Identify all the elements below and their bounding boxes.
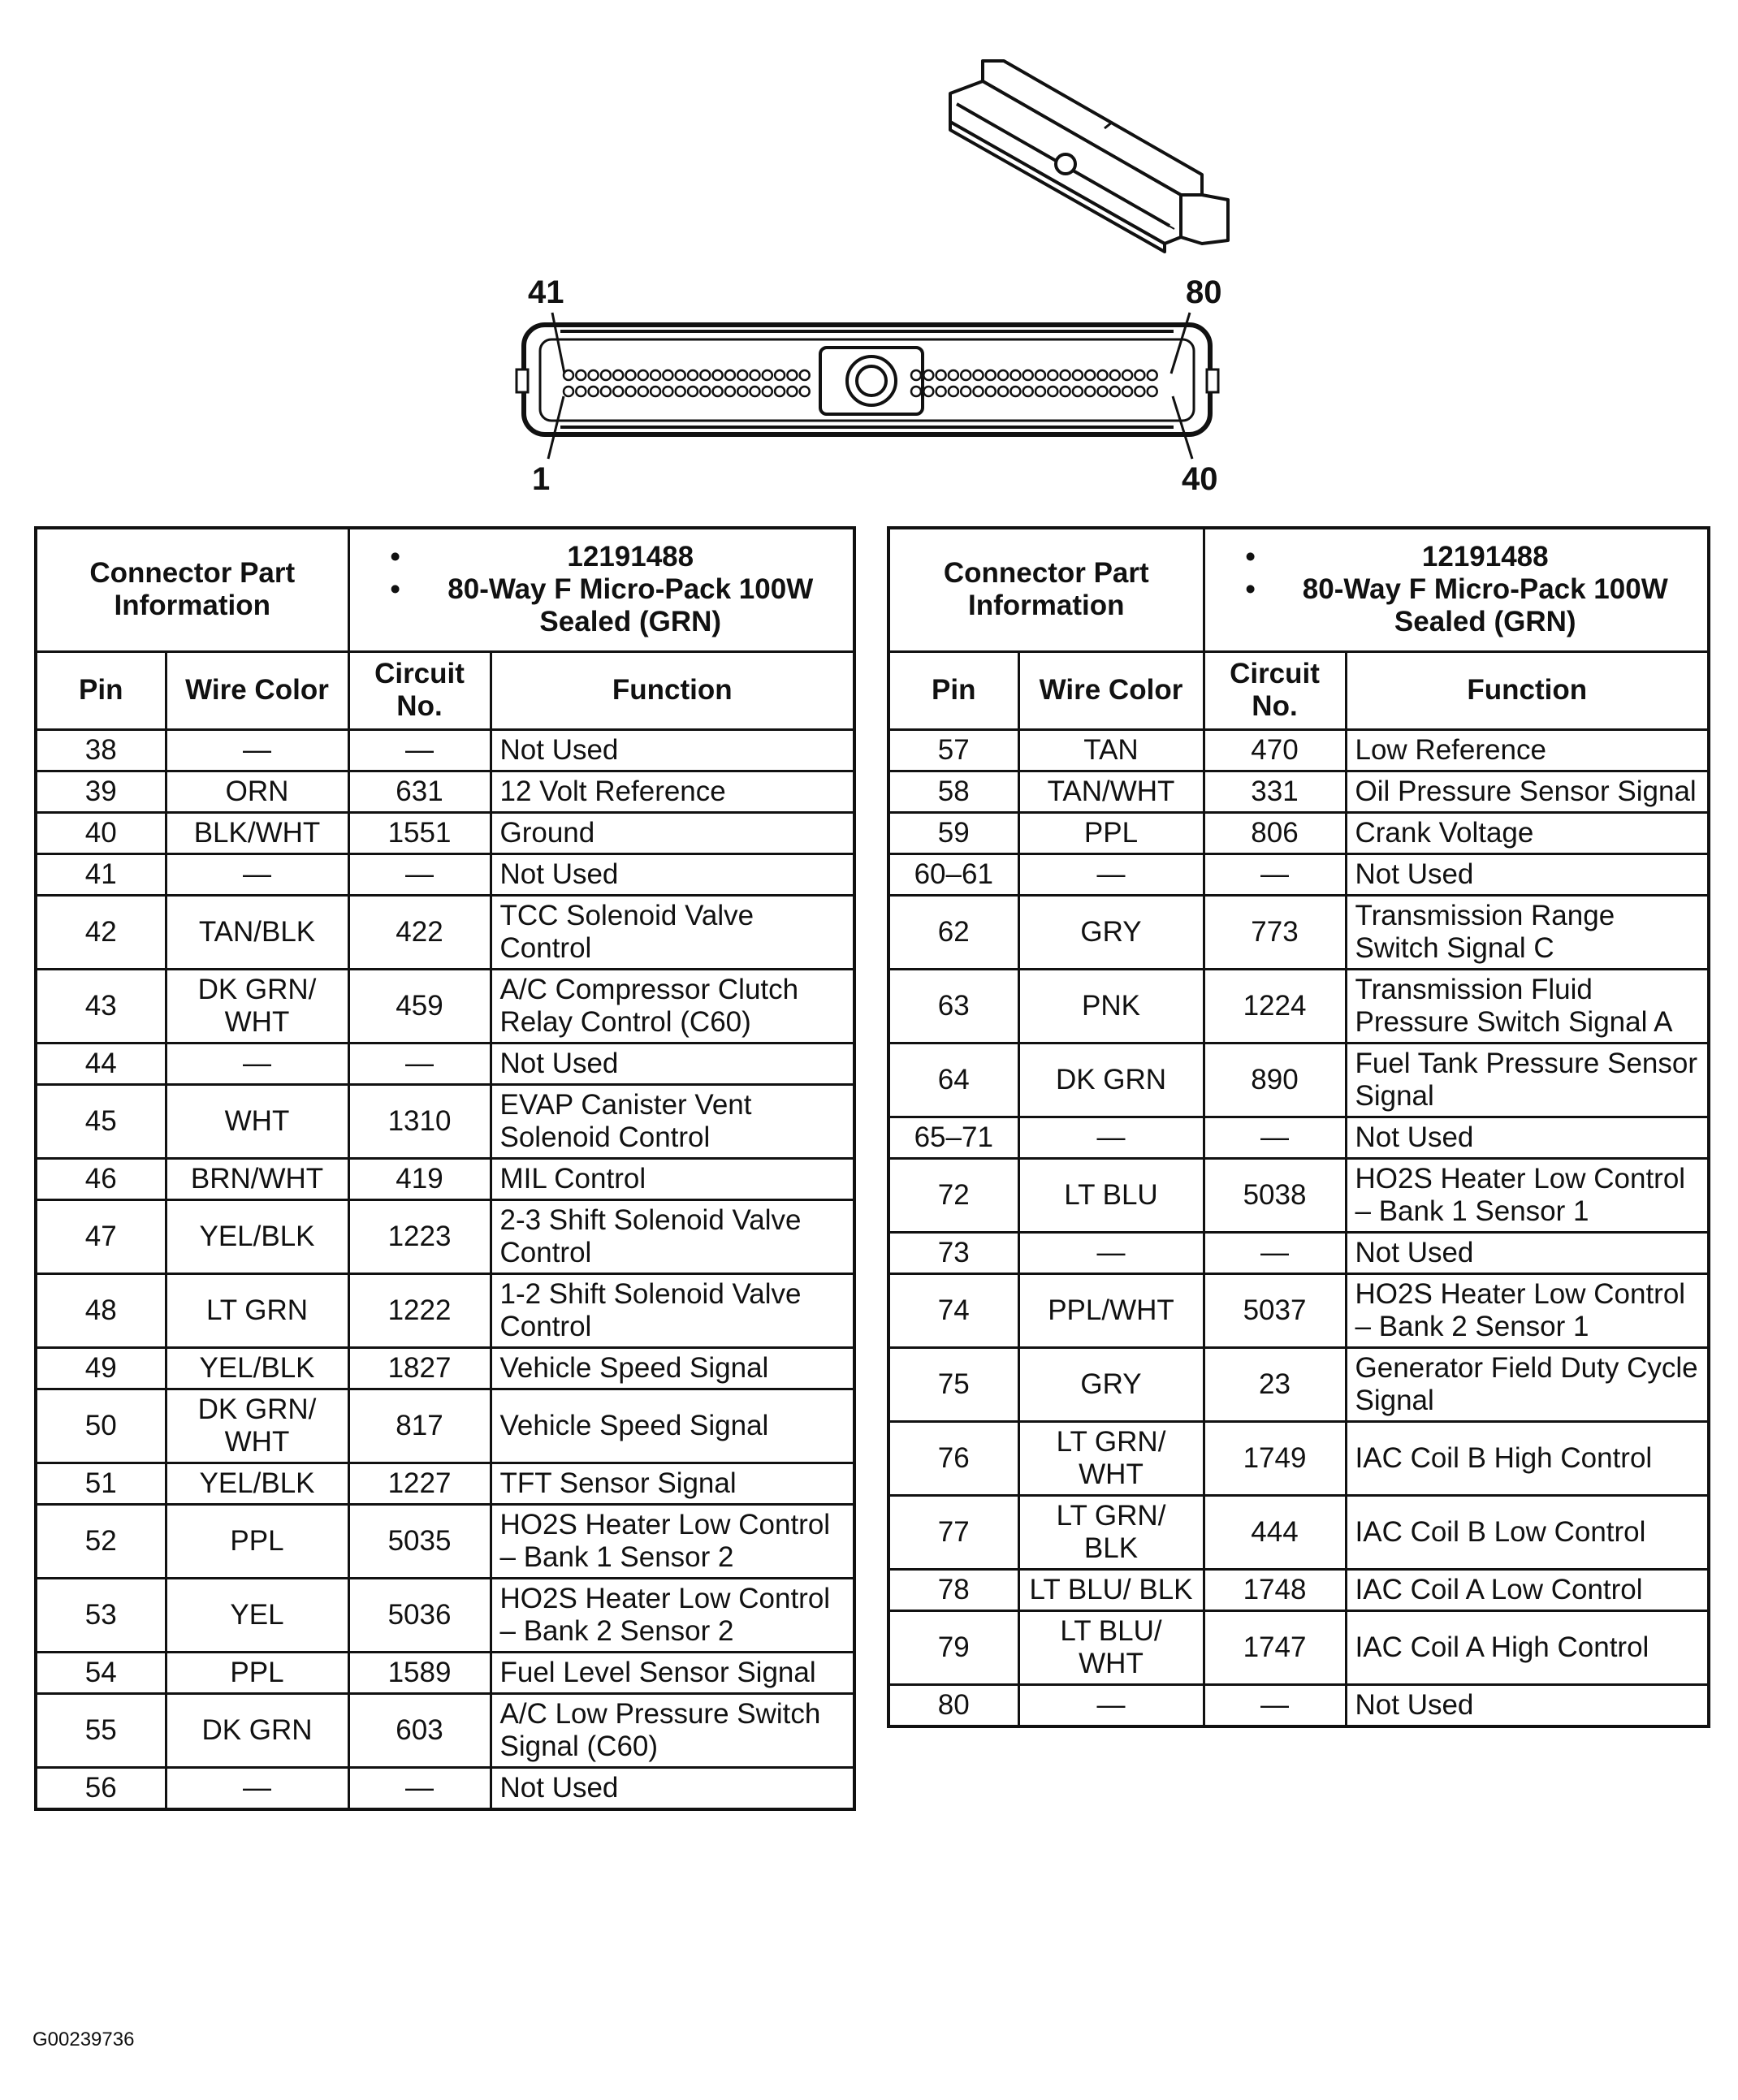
pin-number: 79 — [888, 1610, 1018, 1684]
wire-color: WHT — [166, 1084, 348, 1158]
pin-function: TCC Solenoid Valve Control — [491, 895, 854, 969]
wire-color: LT BLU — [1018, 1158, 1204, 1232]
pinout-table-right — [887, 526, 1710, 1728]
wire-color: TAN/BLK — [166, 895, 348, 969]
pin-function: 12 Volt Reference — [491, 771, 854, 812]
wire-color: DK GRN/ WHT — [166, 1389, 348, 1463]
wire-color: DK GRN/ WHT — [166, 969, 348, 1043]
circuit-number: — — [1204, 1117, 1346, 1158]
pin-function: 1-2 Shift Solenoid Valve Control — [491, 1273, 854, 1347]
wire-color: — — [1018, 853, 1204, 895]
pin-row — [36, 1199, 854, 1273]
wire-color: DK GRN — [166, 1693, 348, 1767]
circuit-number: 5036 — [348, 1578, 491, 1652]
circuit-number: 459 — [348, 969, 491, 1043]
circuit-number: 890 — [1204, 1043, 1346, 1117]
pin-row — [36, 895, 854, 969]
pin-function: IAC Coil B Low Control — [1346, 1495, 1709, 1569]
pin-function: Ground — [491, 812, 854, 853]
column-header-row — [888, 651, 1709, 729]
pin-row — [36, 1273, 854, 1347]
pin-row — [36, 1578, 854, 1652]
pin-function: Not Used — [1346, 1117, 1709, 1158]
circuit-number: 1749 — [1204, 1421, 1346, 1495]
connector-info-row — [888, 528, 1709, 651]
wire-color: BRN/WHT — [166, 1158, 348, 1199]
pin-function: IAC Coil B High Control — [1346, 1421, 1709, 1495]
circuit-number: 1747 — [1204, 1610, 1346, 1684]
pin-number: 39 — [36, 771, 166, 812]
wire-color: — — [1018, 1684, 1204, 1726]
pin-row — [888, 853, 1709, 895]
pin-number: 65–71 — [888, 1117, 1018, 1158]
pin-number: 74 — [888, 1273, 1018, 1347]
pin-row — [888, 1421, 1709, 1495]
pin-number: 53 — [36, 1578, 166, 1652]
pin-function: Vehicle Speed Signal — [491, 1389, 854, 1463]
pin-function: TFT Sensor Signal — [491, 1463, 854, 1504]
pin-number: 42 — [36, 895, 166, 969]
pin-label-1: 1 — [532, 461, 551, 497]
circuit-number: — — [348, 1767, 491, 1809]
wire-color: YEL — [166, 1578, 348, 1652]
circuit-number: — — [348, 1043, 491, 1084]
pin-number: 55 — [36, 1693, 166, 1767]
pinout-rows-left — [36, 729, 854, 1809]
pin-number: 40 — [36, 812, 166, 853]
pin-row — [888, 895, 1709, 969]
header-wire-color: Wire Color — [1018, 651, 1204, 729]
pin-label-41: 41 — [528, 274, 564, 310]
circuit-number: 1589 — [348, 1652, 491, 1693]
wire-color: ORN — [166, 771, 348, 812]
pin-label-40: 40 — [1182, 461, 1218, 497]
pin-row — [888, 1273, 1709, 1347]
pin-row — [36, 1652, 854, 1693]
pin-function: HO2S Heater Low Control – Bank 1 Sensor 2 — [491, 1504, 854, 1578]
circuit-number: 773 — [1204, 895, 1346, 969]
header-circuit-no: Circuit No. — [348, 651, 491, 729]
circuit-number: 1224 — [1204, 969, 1346, 1043]
pin-function: Not Used — [1346, 853, 1709, 895]
pin-number: 78 — [888, 1569, 1018, 1610]
pin-number: 43 — [36, 969, 166, 1043]
pin-number: 38 — [36, 729, 166, 771]
pin-number: 62 — [888, 895, 1018, 969]
connector-info-row — [36, 528, 854, 651]
pin-row — [36, 729, 854, 771]
pin-number: 60–61 — [888, 853, 1018, 895]
wire-color: — — [1018, 1117, 1204, 1158]
wire-color: PPL — [166, 1652, 348, 1693]
pin-row — [888, 1117, 1709, 1158]
pin-row — [36, 1084, 854, 1158]
pin-row — [888, 1158, 1709, 1232]
pin-number: 45 — [36, 1084, 166, 1158]
pin-number: 64 — [888, 1043, 1018, 1117]
pin-row — [888, 729, 1709, 771]
wire-color: TAN/WHT — [1018, 771, 1204, 812]
pin-function: Fuel Tank Pressure Sensor Signal — [1346, 1043, 1709, 1117]
pin-function: Not Used — [491, 1043, 854, 1084]
circuit-number: 1310 — [348, 1084, 491, 1158]
circuit-number: 5037 — [1204, 1273, 1346, 1347]
pin-row — [36, 1347, 854, 1389]
pin-function: HO2S Heater Low Control – Bank 1 Sensor 1 — [1346, 1158, 1709, 1232]
wire-color: GRY — [1018, 895, 1204, 969]
wire-color: — — [166, 853, 348, 895]
wire-color: — — [166, 1767, 348, 1809]
pin-row — [36, 771, 854, 812]
pin-number: 80 — [888, 1684, 1018, 1726]
wire-color: LT GRN/ BLK — [1018, 1495, 1204, 1569]
pin-number: 75 — [888, 1347, 1018, 1421]
pin-function: 2-3 Shift Solenoid Valve Control — [491, 1199, 854, 1273]
pin-number: 47 — [36, 1199, 166, 1273]
pin-function: Transmission Range Switch Signal C — [1346, 895, 1709, 969]
circuit-number: 422 — [348, 895, 491, 969]
pin-number: 77 — [888, 1495, 1018, 1569]
pin-row — [888, 812, 1709, 853]
column-header-row — [36, 651, 854, 729]
pin-function: HO2S Heater Low Control – Bank 2 Sensor 1 — [1346, 1273, 1709, 1347]
circuit-number: 603 — [348, 1693, 491, 1767]
circuit-number: 5035 — [348, 1504, 491, 1578]
pin-number: 59 — [888, 812, 1018, 853]
wire-color: TAN — [1018, 729, 1204, 771]
pin-function: A/C Low Pressure Switch Signal (C60) — [491, 1693, 854, 1767]
circuit-number: 1222 — [348, 1273, 491, 1347]
pin-function: Not Used — [491, 1767, 854, 1809]
pin-row — [36, 1389, 854, 1463]
pin-row — [36, 853, 854, 895]
wire-color: — — [166, 729, 348, 771]
pin-number: 41 — [36, 853, 166, 895]
wire-color: PNK — [1018, 969, 1204, 1043]
circuit-number: — — [1204, 853, 1346, 895]
pin-function: Generator Field Duty Cycle Signal — [1346, 1347, 1709, 1421]
pin-function: Not Used — [491, 853, 854, 895]
pin-number: 46 — [36, 1158, 166, 1199]
pin-function: EVAP Canister Vent Solenoid Control — [491, 1084, 854, 1158]
connector-diagram — [0, 0, 1738, 520]
connector-info-values — [1204, 528, 1709, 651]
pin-row — [888, 1495, 1709, 1569]
pin-row — [888, 1569, 1709, 1610]
header-function: Function — [491, 651, 854, 729]
pin-row — [36, 1504, 854, 1578]
pin-function: Transmission Fluid Pressure Switch Signal A — [1346, 969, 1709, 1043]
pin-function: Low Reference — [1346, 729, 1709, 771]
connector-isometric-view — [950, 61, 1228, 252]
pin-row — [36, 969, 854, 1043]
pin-row — [888, 1347, 1709, 1421]
wire-color: LT GRN/ WHT — [1018, 1421, 1204, 1495]
wire-color: — — [1018, 1232, 1204, 1273]
pin-label-80: 80 — [1186, 274, 1222, 310]
pin-number: 56 — [36, 1767, 166, 1809]
pin-function: Vehicle Speed Signal — [491, 1347, 854, 1389]
pin-function: Not Used — [1346, 1232, 1709, 1273]
circuit-number: 1827 — [348, 1347, 491, 1389]
pin-number: 63 — [888, 969, 1018, 1043]
pinout-table-left — [34, 526, 856, 1811]
pin-number: 50 — [36, 1389, 166, 1463]
wire-color: YEL/BLK — [166, 1347, 348, 1389]
connector-face-view — [517, 313, 1218, 459]
circuit-number: — — [1204, 1232, 1346, 1273]
pin-number: 51 — [36, 1463, 166, 1504]
circuit-number: — — [348, 729, 491, 771]
wire-color: — — [166, 1043, 348, 1084]
connector-info-label: Connector Part Information — [36, 528, 348, 651]
pin-row — [888, 771, 1709, 812]
pin-row — [888, 1232, 1709, 1273]
circuit-number: 1223 — [348, 1199, 491, 1273]
pin-number: 73 — [888, 1232, 1018, 1273]
circuit-number: 806 — [1204, 812, 1346, 853]
circuit-number: 5038 — [1204, 1158, 1346, 1232]
connector-part-number: • 12191488 — [1246, 541, 1700, 573]
wire-color: YEL/BLK — [166, 1463, 348, 1504]
pin-row — [36, 1043, 854, 1084]
pin-row — [888, 1043, 1709, 1117]
circuit-number: 1551 — [348, 812, 491, 853]
circuit-number: 331 — [1204, 771, 1346, 812]
wire-color: BLK/WHT — [166, 812, 348, 853]
pin-function: Not Used — [1346, 1684, 1709, 1726]
connector-part-number: • 12191488 — [391, 541, 845, 573]
header-wire-color: Wire Color — [166, 651, 348, 729]
pin-function: A/C Compressor Clutch Relay Control (C60) — [491, 969, 854, 1043]
circuit-number: 1227 — [348, 1463, 491, 1504]
figure-id: G00239736 — [32, 2029, 135, 2050]
wire-color: YEL/BLK — [166, 1199, 348, 1273]
circuit-number: — — [1204, 1684, 1346, 1726]
connector-description: • 80-Way F Micro-Pack 100W Sealed (GRN) — [391, 573, 845, 638]
pin-function: MIL Control — [491, 1158, 854, 1199]
pin-number: 57 — [888, 729, 1018, 771]
pin-row — [36, 1463, 854, 1504]
pin-row — [888, 1610, 1709, 1684]
wire-color: PPL — [1018, 812, 1204, 853]
header-function: Function — [1346, 651, 1709, 729]
wire-color: GRY — [1018, 1347, 1204, 1421]
pin-number: 49 — [36, 1347, 166, 1389]
pin-row — [36, 1767, 854, 1809]
pin-number: 44 — [36, 1043, 166, 1084]
pin-number: 52 — [36, 1504, 166, 1578]
wire-color: PPL/WHT — [1018, 1273, 1204, 1347]
circuit-number: 23 — [1204, 1347, 1346, 1421]
pin-row — [36, 1158, 854, 1199]
pin-number: 72 — [888, 1158, 1018, 1232]
header-pin: Pin — [888, 651, 1018, 729]
connector-description: • 80-Way F Micro-Pack 100W Sealed (GRN) — [1246, 573, 1700, 638]
circuit-number: 1748 — [1204, 1569, 1346, 1610]
pin-row — [888, 969, 1709, 1043]
wire-color: LT BLU/ WHT — [1018, 1610, 1204, 1684]
wire-color: LT BLU/ BLK — [1018, 1569, 1204, 1610]
pin-number: 54 — [36, 1652, 166, 1693]
circuit-number: 419 — [348, 1158, 491, 1199]
connector-info-label: Connector Part Information — [888, 528, 1204, 651]
pin-number: 58 — [888, 771, 1018, 812]
pin-row — [36, 1693, 854, 1767]
circuit-number: — — [348, 853, 491, 895]
pin-function: Not Used — [491, 729, 854, 771]
wire-color: LT GRN — [166, 1273, 348, 1347]
circuit-number: 470 — [1204, 729, 1346, 771]
pin-function: Fuel Level Sensor Signal — [491, 1652, 854, 1693]
wire-color: PPL — [166, 1504, 348, 1578]
pin-row — [888, 1684, 1709, 1726]
pin-row — [36, 812, 854, 853]
connector-illustration — [0, 0, 1738, 520]
circuit-number: 631 — [348, 771, 491, 812]
header-pin: Pin — [36, 651, 166, 729]
pin-number: 48 — [36, 1273, 166, 1347]
circuit-number: 817 — [348, 1389, 491, 1463]
pinout-rows-right — [888, 729, 1709, 1726]
connector-info-values — [348, 528, 854, 651]
pin-function: Crank Voltage — [1346, 812, 1709, 853]
wire-color: DK GRN — [1018, 1043, 1204, 1117]
pin-function: IAC Coil A High Control — [1346, 1610, 1709, 1684]
pin-number: 76 — [888, 1421, 1018, 1495]
circuit-number: 444 — [1204, 1495, 1346, 1569]
pin-function: HO2S Heater Low Control – Bank 2 Sensor 2 — [491, 1578, 854, 1652]
pin-function: IAC Coil A Low Control — [1346, 1569, 1709, 1610]
pin-function: Oil Pressure Sensor Signal — [1346, 771, 1709, 812]
header-circuit-no: Circuit No. — [1204, 651, 1346, 729]
